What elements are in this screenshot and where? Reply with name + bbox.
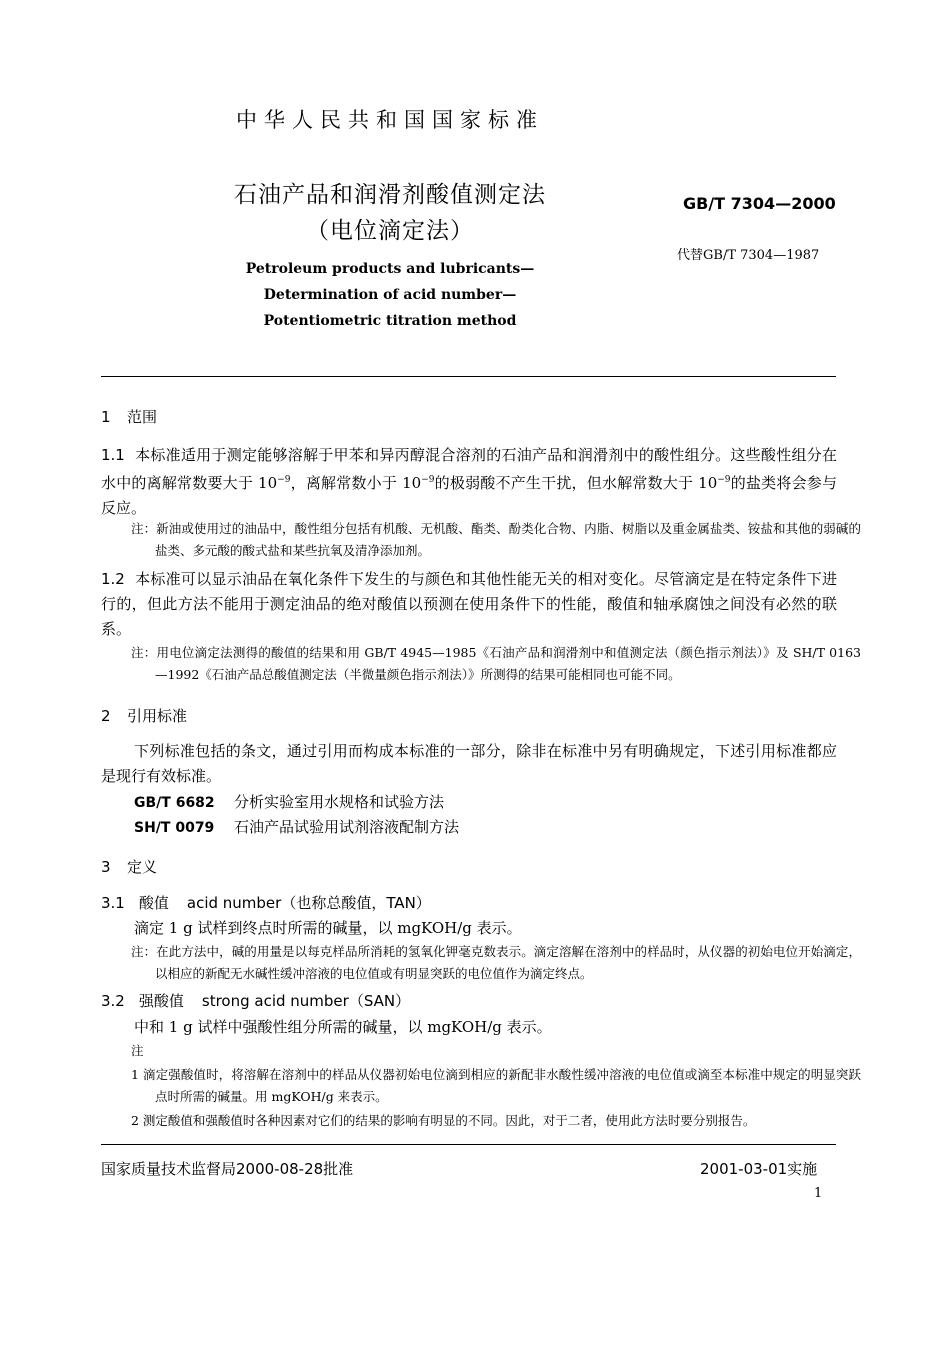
reference-title: 石油产品试验用试剂溶液配制方法 <box>234 818 460 836</box>
clause-number: 1.2 <box>101 570 125 588</box>
note-4-item-2: 2 测定酸值和强酸值时各种因素对它们的结果的影响有明显的不同。因此，对于二者，使用此方法时要分别报告。 <box>131 1113 756 1128</box>
exponent: −9 <box>277 475 291 485</box>
section-2-intro: 下列标准包括的条文，通过引用而构成本标准的一部分，除非在标准中另有明确规定，下述引用标准都应是现行有效标准。 <box>101 742 837 785</box>
exponent: −9 <box>421 475 435 485</box>
title-chinese-line1: 石油产品和润滑剂酸值测定法 <box>234 182 546 208</box>
title-english-line2: Determination of acid number— <box>263 287 517 303</box>
term-english: strong acid number（SAN） <box>201 992 411 1010</box>
national-standard-heading: 中华人民共和国国家标准 <box>236 108 544 132</box>
implementation-date: 2001-03-01实施 <box>700 1160 818 1178</box>
section-number: 3 <box>101 858 111 876</box>
term-chinese: 酸值 <box>138 894 169 912</box>
approval-info: 国家质量技术监督局2000-08-28批准 <box>101 1160 354 1178</box>
clause-1-1 <box>101 443 837 521</box>
section-2-heading <box>101 705 187 726</box>
term-chinese: 强酸值 <box>138 992 184 1010</box>
reference-code: SH/T 0079 <box>134 820 215 836</box>
footer-divider <box>101 1144 836 1145</box>
clause-text: 的盐类将会参与反应。 <box>101 474 838 517</box>
reference-title: 分析实验室用水规格和试验方法 <box>234 793 445 811</box>
clause-number: 1.1 <box>101 446 125 464</box>
note-1: 注：新油或使用过的油品中，酸性组分包括有机酸、无机酸、酯类、酚类化合物、内脂、树脂以及重金属盐类、铵盐和其他的弱碱的盐类、多元酸的酸式盐和某些抗氧及清净添加剂。 <box>131 521 861 558</box>
reference-item <box>134 816 459 837</box>
clause-1-2 <box>101 567 837 642</box>
section-title: 定义 <box>127 858 158 876</box>
page-number: 1 <box>814 1186 823 1201</box>
standard-code: GB/T 7304—2000 <box>683 194 836 213</box>
title-chinese-line2: （电位滴定法） <box>306 218 474 244</box>
section-number: 2 <box>101 707 111 725</box>
exponent: −9 <box>717 475 731 485</box>
section-1-heading <box>101 406 157 427</box>
note-4-label: 注 <box>131 1043 144 1058</box>
note-2: 注：用电位滴定法测得的酸值的结果和用 GB/T 4945—1985《石油产品和润滑剂中和值测定法（颜色指示剂法）》及 SH/T 0163—1992《石油产品总酸值测定法（半微量颜色指示剂法）》所测得的结果可能相同也可能不同。 <box>131 645 861 682</box>
term-english: acid number（也称总酸值，TAN） <box>186 894 431 912</box>
clause-text: ，离解常数小于 10 <box>290 474 422 492</box>
clause-text: 本标准可以显示油品在氧化条件下发生的与颜色和其他性能无关的相对变化。尽管滴定是在特定条件下进行的，但此方法不能用于测定油品的绝对酸值以预测在使用条件下的性能，酸值和轴承腐蚀之间没有必然的联系。 <box>101 570 837 638</box>
title-english-line1: Petroleum products and lubricants— <box>245 261 535 277</box>
clause-number: 3.1 <box>101 894 125 912</box>
section-title: 引用标准 <box>127 707 188 725</box>
clause-number: 3.2 <box>101 992 125 1010</box>
section-number: 1 <box>101 408 111 426</box>
replaces-standard: 代替GB/T 7304—1987 <box>677 248 820 263</box>
note-4-item-1: 1 滴定强酸值时，将溶解在溶剂中的样品从仪器初始电位滴到相应的新配非水酸性缓冲溶液的电位值或滴至本标准中规定的明显突跃点时所需的碱量。用 mgKOH/g 来表示。 <box>131 1067 861 1104</box>
header-divider <box>101 376 836 377</box>
definition-3-1-text: 滴定 1 g 试样到终点时所需的碱量，以 mgKOH/g 表示。 <box>134 919 522 937</box>
note-3: 注：在此方法中，碱的用量是以每克样品所消耗的氢氧化钾毫克数表示。滴定溶解在溶剂中的样品时，从仪器的初始电位开始滴定，以相应的新配无水碱性缓冲溶液的电位值或有明显突跃的电位值作为滴定终点。 <box>131 944 861 981</box>
definition-3-2-term <box>101 990 410 1011</box>
clause-text: 本标准适用于测定能够溶解于甲苯和异丙醇混合溶剂的石油产品和润滑剂中的酸性组分。这些酸性组分在水中的离解常数要大于 10 <box>101 446 837 492</box>
definition-3-2-text: 中和 1 g 试样中强酸性组分所需的碱量，以 mgKOH/g 表示。 <box>134 1018 552 1036</box>
reference-code: GB/T 6682 <box>134 795 215 811</box>
reference-item <box>134 791 444 812</box>
section-title: 范围 <box>127 408 158 426</box>
definition-3-1-term <box>101 892 431 913</box>
clause-text: 的极弱酸不产生干扰，但水解常数大于 10 <box>434 474 718 492</box>
section-3-heading <box>101 856 157 877</box>
title-english-line3: Potentiometric titration method <box>263 313 517 329</box>
